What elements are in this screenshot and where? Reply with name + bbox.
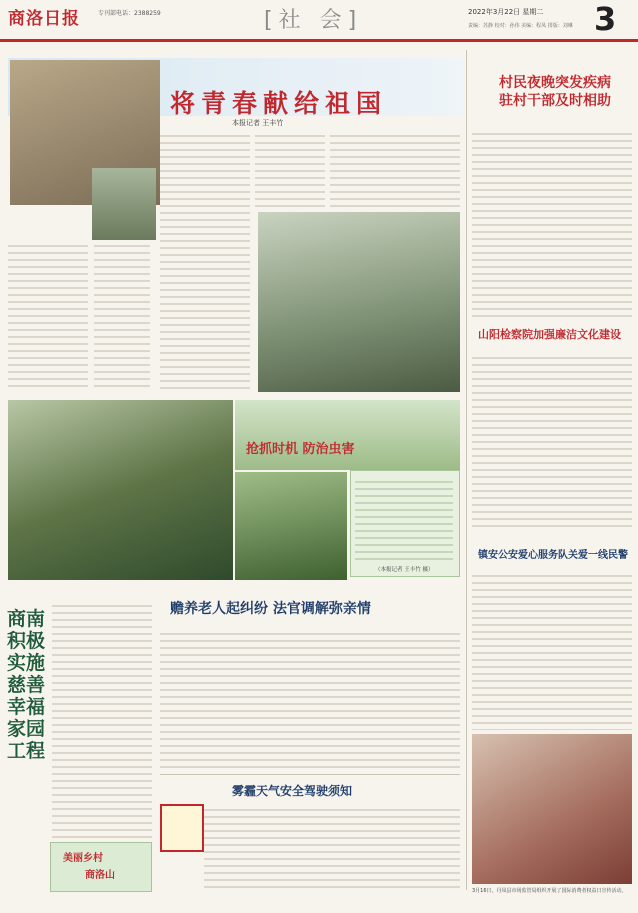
fog-text <box>204 804 460 888</box>
section-title: [社 会] <box>264 8 363 33</box>
lead-photo-soldiers <box>258 212 460 392</box>
lead-photo-ceremony <box>92 168 156 240</box>
lead-byline: 本报记者 王丰竹 <box>232 119 284 127</box>
page-number: 3 <box>594 0 617 38</box>
ad-line1: 美丽乡村 <box>63 853 103 864</box>
police-headline: 镇安公安爱心服务队关爱一线民警 <box>478 550 628 561</box>
spring-byline: （本报记者 王丰竹 摄） <box>375 567 434 573</box>
fog-warning-sign <box>160 804 204 852</box>
spring-caption-text <box>355 476 453 562</box>
lead-text-col5 <box>330 130 460 210</box>
masthead-rule <box>0 39 638 42</box>
procuratorate-headline: 山阳检察院加强廉洁文化建设 <box>478 328 621 341</box>
lead-text-col3 <box>160 130 250 390</box>
elderly-headline: 赡养老人起纠纷 法官调解弥亲情 <box>170 601 371 617</box>
newspaper-logo: 商洛日报 <box>8 9 80 29</box>
spring-photo-plants <box>235 400 460 470</box>
police-text <box>472 570 632 730</box>
police-photo <box>472 734 632 884</box>
staff-line: 责编：苏静 校对：孙伟 美编：程凤 排版：刘琳 <box>468 23 573 29</box>
elderly-text <box>160 628 460 768</box>
spring-photo-worker <box>8 400 233 580</box>
village-headline-line2: 驻村干部及时相助 <box>499 93 611 109</box>
ad-line2: 商洛山 <box>85 870 115 881</box>
publication-number: 专刊部电话：2388259 <box>98 10 161 17</box>
spring-photo-seedlings <box>235 472 347 580</box>
village-headline <box>480 74 630 110</box>
village-text <box>472 128 632 318</box>
ad-box <box>50 842 152 892</box>
bottom-caption: 3月16日，丹凤县市场监管局组织开展了国际消费者权益日宣传活动。 <box>472 888 627 894</box>
section-rule <box>160 774 460 775</box>
spring-box-title: 抢抓时机 防治虫害 <box>246 442 355 457</box>
column-divider <box>466 50 467 890</box>
fog-headline: 雾霾天气安全驾驶须知 <box>232 784 353 798</box>
village-headline-line1: 村民夜晚突发疾病 <box>499 75 611 91</box>
lead-headline: 将青春献给祖国 <box>170 89 388 118</box>
lead-text-col2 <box>94 240 150 390</box>
charity-text <box>52 600 152 840</box>
issue-date: 2022年3月22日 星期二 <box>468 8 544 16</box>
lead-text-col4 <box>255 130 325 210</box>
procuratorate-text <box>472 352 632 532</box>
lead-text-col1 <box>8 240 88 390</box>
charity-vertical-headline: 商南积极实施慈善幸福家园工程 <box>6 608 45 762</box>
